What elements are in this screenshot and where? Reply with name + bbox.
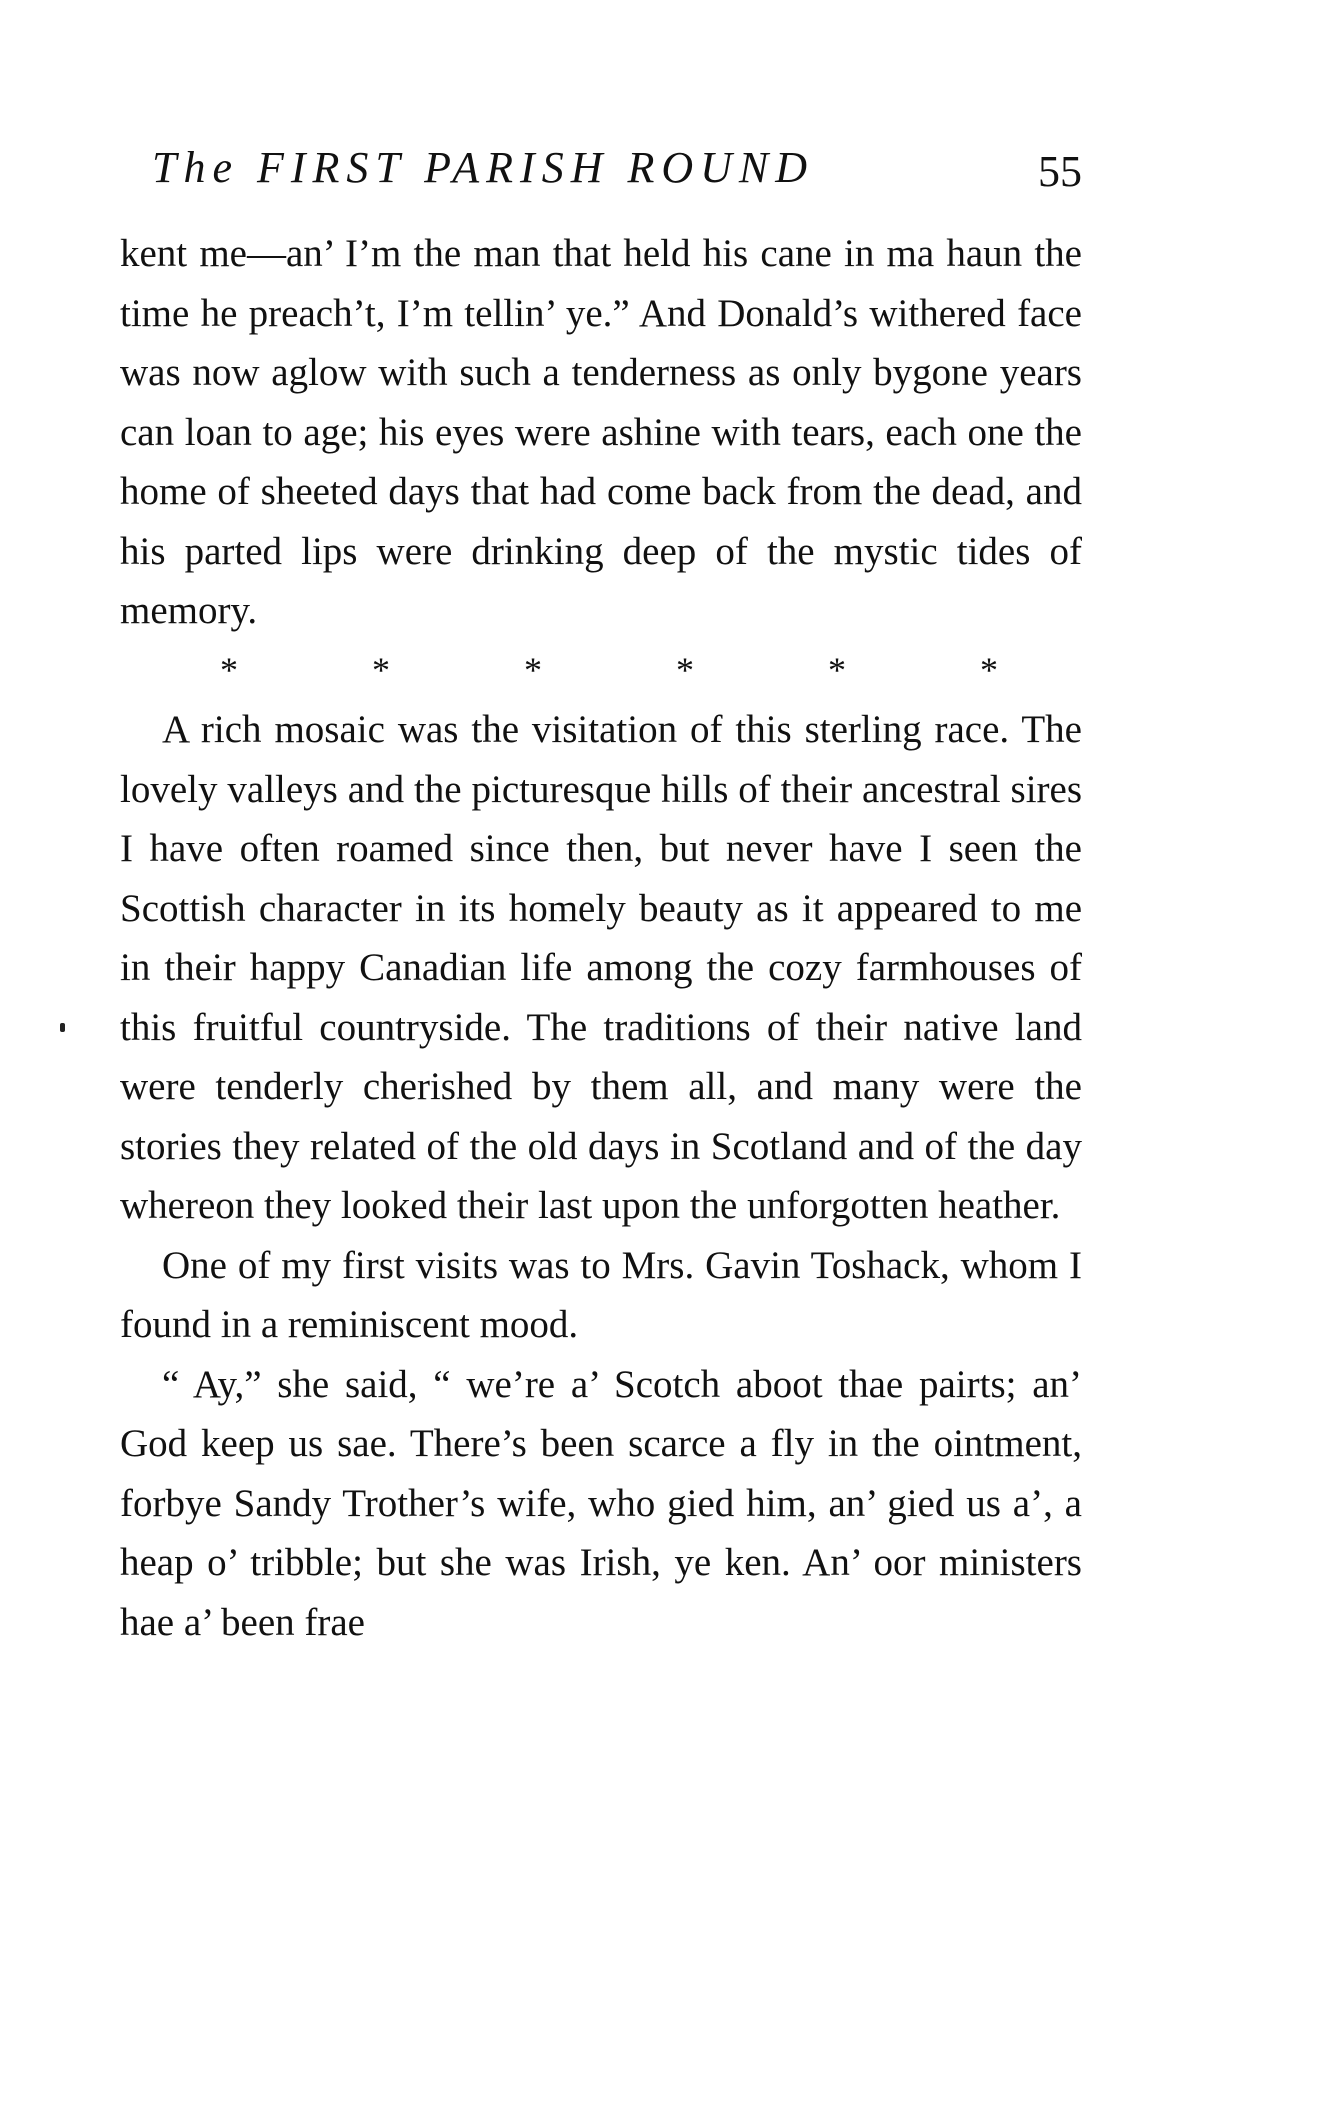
asterisk-mark: *: [828, 649, 846, 690]
asterisk-mark: *: [980, 649, 998, 690]
body-text: [120, 224, 1082, 1652]
page-number: 55: [1038, 147, 1082, 196]
asterisk-mark: *: [372, 649, 390, 690]
running-title: The FIRST PARISH ROUND: [152, 143, 815, 192]
running-head: [120, 138, 1082, 198]
stray-ink-mark: [60, 1023, 65, 1032]
section-break-asterisms: [120, 641, 1082, 701]
paragraph-mosaic: A rich mosaic was the visitation of this sterling race. The lovely valleys and the picturesque hills of their ancestral sires I have often roamed since then, but never have I seen the Scottish character in its homely beauty as it appeared to me in their happy Canadian life among the cozy farmhouses of this fruitful countryside. The traditions of their native land were tenderly cherished by them all, and many were the stories they related of the old days in Scotland and of the day whereon they looked their last upon the unforgotten heather.: [120, 708, 1082, 1227]
paragraph-continued: kent me—an’ I’m the man that held his cane in ma haun the time he preach’t, I’m tellin’ ye.” And Donald’s withered face was now aglow with such a tenderness as only bygone years can loan to age; his eyes were ashine with tears, each one the home of sheeted days that had come back from the dead, and his parted lips were drinking deep of the mystic tides of memory.: [120, 232, 1082, 632]
paragraph-dialogue: “ Ay,” she said, “ we’re a’ Scotch aboot thae pairts; an’ God keep us sae. There’s been scarce a fly in the ointment, forbye Sandy Trother’s wife, who gied him, an’ gied us a’, a heap o’ tribble; but she was Irish, ye ken. An’ oor ministers hae a’ been frae: [120, 1362, 1082, 1644]
paragraph-visit: One of my first visits was to Mrs. Gavin Toshack, whom I found in a reminiscent mood.: [120, 1243, 1082, 1346]
asterisk-mark: *: [676, 649, 694, 690]
asterisk-mark: *: [220, 649, 238, 690]
asterisk-mark: *: [524, 649, 542, 690]
